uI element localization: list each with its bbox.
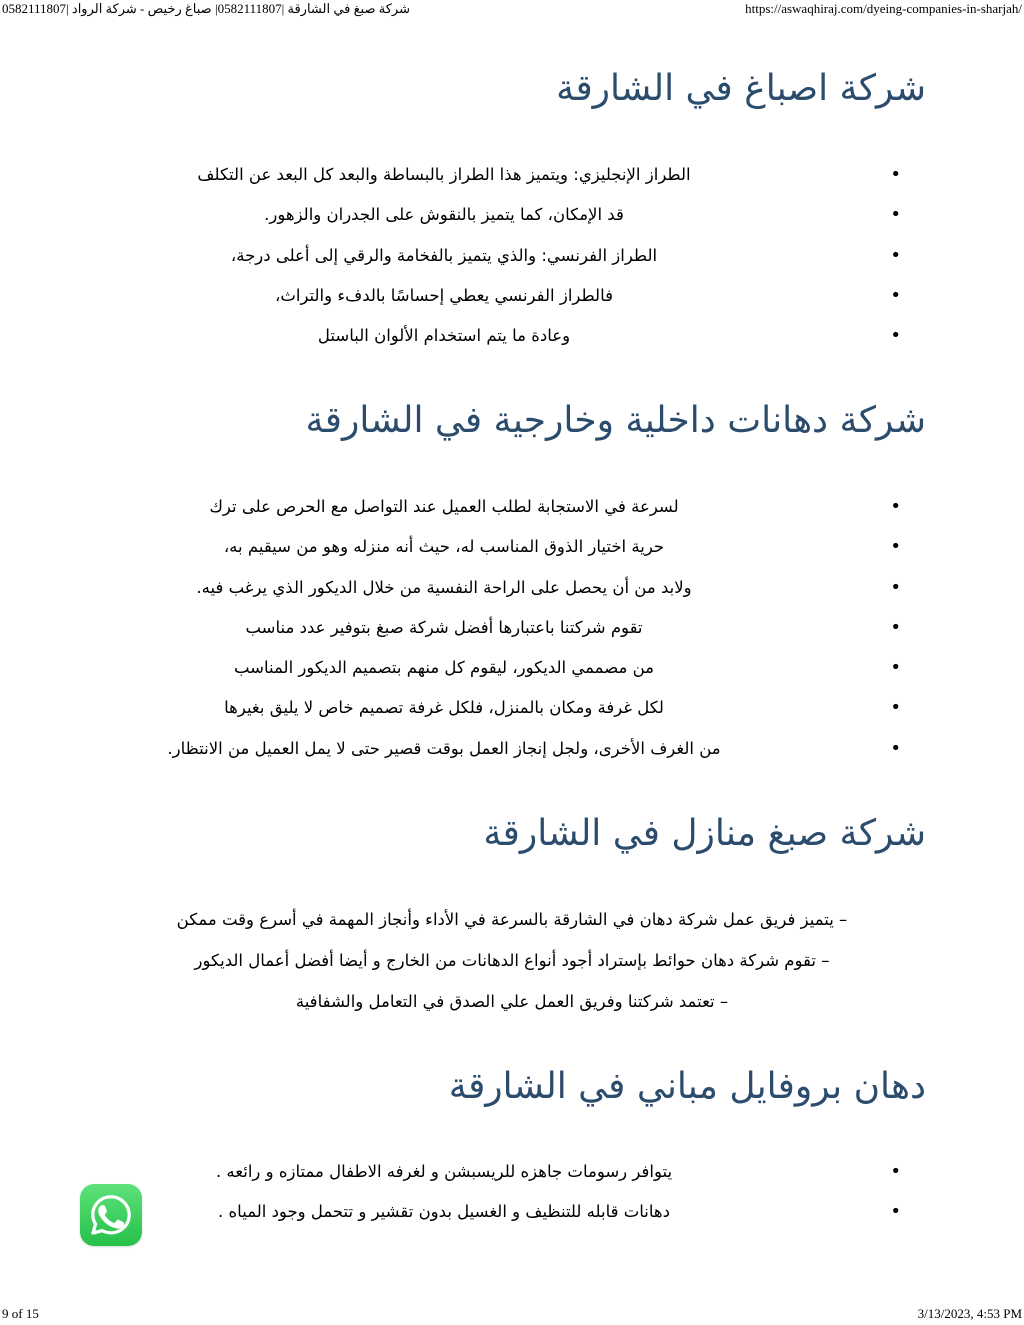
page-number: 9 of 15 (2, 1306, 39, 1321)
bullet-list-features (74, 1152, 901, 1233)
list-item: • فالطراز الفرنسي يعطي إحساسًا بالدفء والتراث، (74, 276, 894, 316)
dash-line: – تعتمد شركتنا وفريق العمل علي الصدق في التعامل والشفافية (295, 992, 729, 1011)
bullet-icon: • (890, 284, 901, 306)
print-date: 3/13/2023, 4:53 PM (917, 1306, 1022, 1321)
bullet-icon: • (890, 325, 901, 347)
list-item: • تقوم شركتنا باعتبارها أفضل شركة صبغ بتوفير عدد مناسب (74, 608, 894, 648)
bullet-icon: • (890, 697, 901, 719)
list-item: • لكل غرفة ومكان بالمنزل، فلكل غرفة تصميم خاص لا يليق بغيرها (74, 688, 894, 728)
bullet-list-styles (74, 155, 901, 356)
section-heading-paints-company: شركة اصباغ في الشارقة (556, 68, 926, 109)
bullet-icon: • (890, 1201, 901, 1223)
print-page-url: https://aswaqhiraj.com/dyeing-companies-in-sharjah/ (745, 1, 1022, 16)
bullet-icon: • (890, 536, 901, 558)
bullet-icon: • (890, 164, 901, 185)
whatsapp-icon (88, 1192, 134, 1238)
print-page-title: شركة صبغ في الشارقة |0582111807| صباغ رخيص - شركة الرواد |0582111807 (2, 1, 410, 16)
list-item: • من مصممي الديكور، ليقوم كل منهم بتصميم الديكور المناسب (74, 648, 894, 688)
dash-line: – يتميز فريق عمل شركة دهان في الشارقة بالسرعة في الأداء وأنجاز المهمة في أسرع وقت ممكن (176, 910, 848, 929)
bullet-icon: • (890, 576, 901, 598)
bullet-list-services (74, 487, 901, 769)
list-item: • ولابد من أن يحصل على الراحة النفسية من خلال الديكور الذي يرغب فيه. (74, 568, 894, 608)
list-item: • قد الإمكان، كما يتميز بالنقوش على الجدران والزهور. (74, 195, 894, 235)
list-item: • من الغرف الأخرى، ولجل إنجاز العمل بوقت قصير حتى لا يمل العميل من الانتظار. (74, 729, 894, 769)
list-item: • الطراز الإنجليزي: ويتميز هذا الطراز بالبساطة والبعد كل البعد عن التكلف (74, 155, 894, 195)
dash-line: – تقوم شركة دهان حوائط بإستراد أجود أنواع الدهانات من الخارج و أيضا أفضل أعمال الديكور (194, 951, 830, 970)
list-item: • دهانات قابله للتنظيف و الغسيل بدون تقشير و تتحمل وجود المياه . (74, 1192, 894, 1232)
bullet-icon: • (890, 737, 901, 759)
section-heading-interior-exterior: شركة دهانات داخلية وخارجية في الشارقة (305, 400, 926, 441)
list-item: • لسرعة في الاستجابة لطلب العميل عند التواصل مع الحرص على ترك (74, 487, 894, 527)
bullet-icon: • (890, 1161, 901, 1182)
section-heading-building-profile: دهان بروفايل مباني في الشارقة (448, 1066, 926, 1107)
list-item: • الطراز الفرنسي: والذي يتميز بالفخامة والرقي إلى أعلى درجة، (74, 236, 894, 276)
bullet-icon: • (890, 496, 901, 517)
list-item: • حرية اختيار الذوق المناسب له، حيث أنه منزله وهو من سيقيم به، (74, 527, 894, 567)
bullet-icon: • (890, 616, 901, 638)
bullet-icon: • (890, 244, 901, 266)
bullet-icon: • (890, 657, 901, 679)
bullet-icon: • (890, 204, 901, 226)
dash-paragraph (0, 899, 1024, 1022)
whatsapp-button[interactable] (80, 1184, 142, 1246)
print-footer (0, 1306, 1024, 1324)
list-item: • وعادة ما يتم استخدام الألوان الباستل (74, 316, 894, 356)
list-item: • يتوافر رسومات جاهزه للريسبشن و لغرفه الاطفال ممتازه و رائعه . (74, 1152, 894, 1192)
section-heading-house-painting: شركة صبغ منازل في الشارقة (483, 813, 926, 854)
